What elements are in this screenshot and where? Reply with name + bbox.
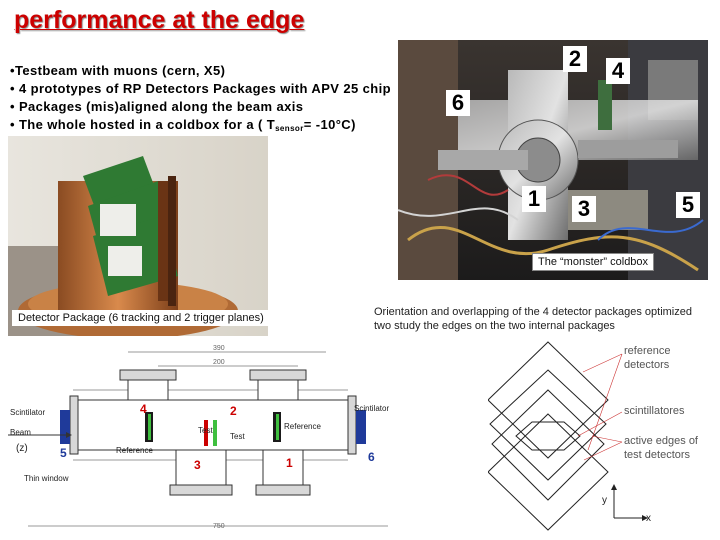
bullet-item [10,116,410,138]
thin-window-label: Thin window [24,474,69,483]
reference-right-label: Reference [284,422,321,431]
scintillator-right-label: Scintilator [354,404,390,413]
axis-x-label: x [646,513,651,524]
orientation-note: Orientation and overlapping of the 4 detector packages optimized two study the edges on the two internal packages [374,306,692,332]
package-number: 6 [368,450,375,464]
bullet-text: • The whole hosted in a coldbox for a ( T [10,117,276,132]
beam-label: Beam [10,428,31,437]
coldbox-number: 1 [522,186,546,212]
test-label: Test [198,426,213,435]
test-label: Test [230,432,245,441]
detector-package-caption: Detector Package (6 tracking and 2 trigger planes) [12,310,270,326]
dimension-label: 750 [213,523,225,530]
dimension-label: 200 [213,359,225,366]
bullet-list [10,62,410,138]
package-number: 3 [194,458,201,472]
coldbox-photo [398,40,708,280]
package-number: 4 [140,402,147,416]
bullet-item: • Packages (mis)aligned along the beam axis [10,99,304,114]
detector-package-photo [8,136,268,336]
setup-drawing [8,340,408,536]
axis-y-label: y [602,495,607,506]
package-number: 1 [286,456,293,470]
overlap-diagram [488,340,716,536]
reference-detectors-label: reference detectors [624,345,671,371]
subscript: sensor [275,124,304,133]
scintillator-left-label: Scintilator [10,408,46,417]
z-label: (z) [16,443,28,454]
dimension-label: 390 [213,345,225,352]
package-number: 2 [230,404,237,418]
coldbox-number: 2 [563,46,587,72]
coldbox-number: 3 [572,196,596,222]
package-number: 5 [60,446,67,460]
coldbox-number: 5 [676,192,700,218]
active-edges-label: active edges of test detectors [624,435,698,461]
slide-title: performance at the edge [14,6,305,34]
bullet-item: • 4 prototypes of RP Detectors Packages with APV 25 chip [10,81,391,96]
coldbox-number: 6 [446,90,470,116]
bullet-text: = -10°C) [303,117,356,132]
bullet-item: •Testbeam with muons (cern, X5) [10,63,226,78]
scintillatores-label: scintillatores [624,405,685,417]
coldbox-caption: The “monster” coldbox [532,253,654,271]
reference-left-label: Reference [116,446,153,455]
coldbox-number: 4 [606,58,630,84]
